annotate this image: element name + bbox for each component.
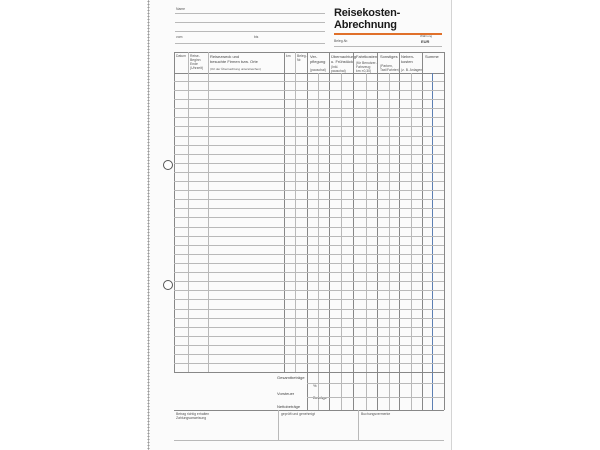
col-total: Summe (425, 54, 439, 59)
table-row (174, 227, 444, 228)
col-overnight-1: Übernachtung (331, 54, 357, 59)
col-km: km (286, 54, 291, 58)
input-tax-label: Vorsteuer (277, 391, 295, 396)
punch-hole-top (163, 160, 173, 170)
table-row (174, 318, 444, 319)
table-row (174, 190, 444, 191)
col-departure-4: (Uhrzeit) (190, 66, 203, 70)
col-travel-sub-2: Fahrzeug (356, 65, 371, 69)
col-overnight-2: u. Frühstück (331, 59, 354, 64)
col-purpose-2: besuchte Firmen bzw. Orte (210, 59, 258, 64)
table-row (174, 172, 444, 173)
table-row (174, 245, 444, 246)
table-row (174, 108, 444, 109)
col-incidental-sub: (z. B. Anlagen) (401, 68, 424, 72)
col-incidental-2: kosten (401, 59, 413, 64)
table-row (174, 163, 444, 164)
col-meals-sub: (pauschal) (310, 68, 326, 72)
col-receipt-1: Beleg- (297, 54, 307, 58)
col-incidental-1: Neben- (401, 54, 415, 59)
to-label: bis (254, 35, 259, 39)
col-meals-1: Ver- (310, 54, 318, 59)
col-other-sub-1: (Parken, (380, 64, 393, 68)
booking-notes: Buchungsvermerke (361, 412, 391, 416)
col-overnight-sub-1: (Inkl. (331, 65, 339, 69)
currency-value: EUR (421, 39, 430, 44)
currency-label: Währung (420, 34, 433, 38)
table-row (174, 136, 444, 137)
col-departure-3: Ende (190, 62, 198, 66)
col-meals-2: pflegung (310, 59, 326, 64)
col-overnight-sub-2: pauschal) (331, 69, 346, 73)
table-row (174, 327, 444, 328)
table-top-border (174, 52, 444, 53)
col-receipt-2: Nr. (297, 58, 302, 62)
table-row (174, 236, 444, 237)
from-label: vom (176, 35, 183, 39)
table-row (174, 336, 444, 337)
form-title-line2: Abrechnung (334, 19, 397, 31)
col-travel-sub-3: km ×0,30) (356, 69, 372, 73)
col-departure-2: Beginn (190, 58, 201, 62)
table-row (174, 117, 444, 118)
name-label: Name (176, 7, 186, 11)
amounts-label: Beträge (313, 395, 328, 400)
table-row (174, 281, 444, 282)
checked-approved: geprüft und genehmigt (281, 412, 315, 416)
receipt-no-label: Beleg-Nr. (334, 39, 349, 43)
table-row (174, 354, 444, 355)
table-row (174, 299, 444, 300)
table-row (174, 217, 444, 218)
table-row (174, 345, 444, 346)
table-row (174, 272, 444, 273)
col-date: Datum (176, 54, 186, 58)
table-row (174, 290, 444, 291)
col-travel: Fahrtkosten (356, 54, 378, 59)
col-other: Sonstiges (380, 54, 398, 59)
approved-correct-1: Betrag richtig erhalten (176, 412, 210, 416)
col-departure-1: Reise- (190, 54, 200, 58)
table-row (174, 154, 444, 155)
col-purpose-1: Reisezweck und (210, 54, 240, 59)
col-purpose-sub: (Ort der Übernachtung unterstreichen) (210, 67, 261, 71)
table-row (174, 81, 444, 82)
table-row (174, 263, 444, 264)
col-travel-sub-1: (für Benutzer- (356, 61, 377, 65)
percent-label: % (313, 383, 317, 388)
table-row (174, 363, 444, 364)
table-row (174, 126, 444, 127)
perforation-edge (147, 0, 150, 450)
table-row (174, 181, 444, 182)
table-row (174, 199, 444, 200)
table-row (174, 90, 444, 91)
approved-correct-2: Zahlungsanweisung (176, 416, 207, 420)
table-row (174, 309, 444, 310)
table-header-bottom (174, 73, 444, 74)
punch-hole-bottom (163, 280, 173, 290)
table-row (174, 254, 444, 255)
table-row (174, 99, 444, 100)
form-title-line1: Reisekosten- (334, 7, 401, 19)
table-row (174, 145, 444, 146)
totals-label: Gesamtbeträge (277, 375, 305, 380)
table-row (174, 208, 444, 209)
col-other-sub-2: Taxi/Fahrten) (380, 68, 400, 72)
net-label: Nettobeträge (277, 404, 301, 409)
